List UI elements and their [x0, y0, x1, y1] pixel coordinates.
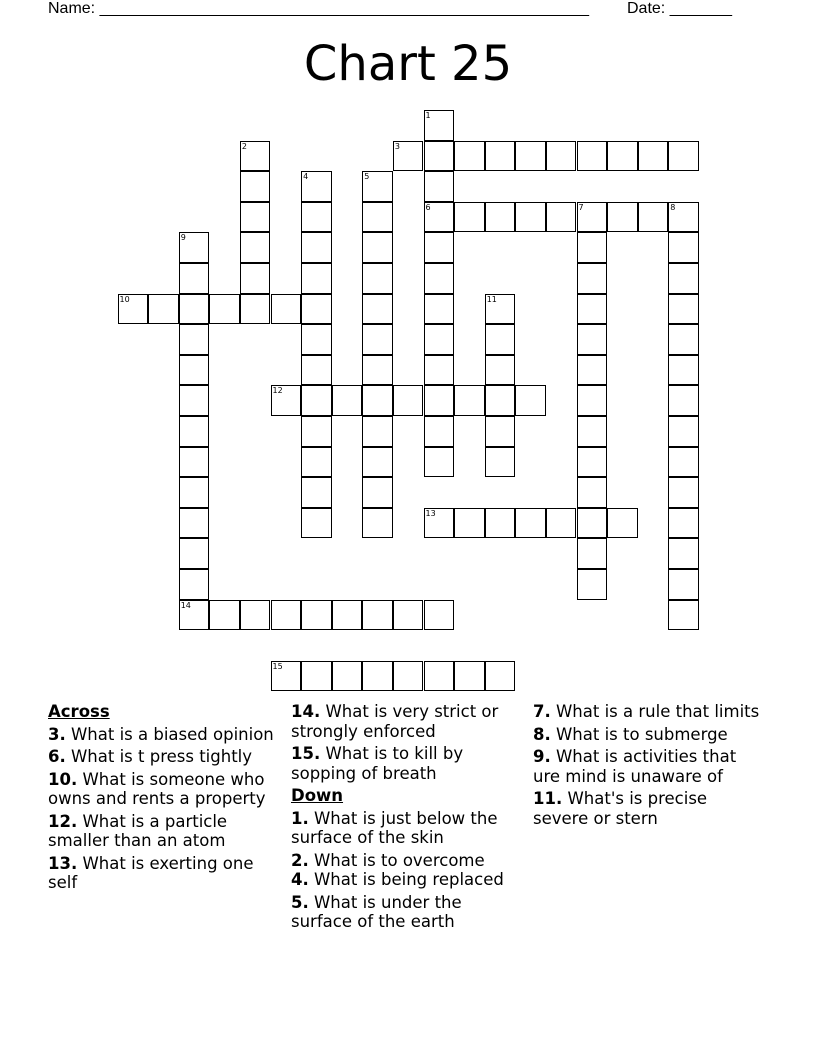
- down-clue: [291, 870, 523, 890]
- name-field-line: Name: _______________________________________________________: [48, 0, 589, 17]
- down-heading: Down: [291, 786, 344, 805]
- page-title: Chart 25: [303, 36, 513, 92]
- grid-cell[interactable]: [577, 324, 608, 355]
- clue-text: What is exerting one self: [48, 853, 254, 892]
- across-clue: [48, 812, 280, 851]
- grid-cell[interactable]: [577, 385, 608, 416]
- clue-number: 2.: [291, 850, 309, 870]
- grid-cell[interactable]: [668, 477, 699, 508]
- grid-clue-number: 7: [578, 202, 584, 212]
- grid-cell[interactable]: [332, 385, 363, 416]
- grid-cell[interactable]: [424, 294, 455, 325]
- grid-cell[interactable]: [454, 661, 485, 692]
- grid-cell[interactable]: [301, 661, 332, 692]
- grid-cell[interactable]: [240, 263, 271, 294]
- grid-cell[interactable]: [179, 385, 210, 416]
- across-heading: Across: [48, 702, 110, 721]
- clue-number: 6.: [48, 747, 66, 766]
- grid-cell[interactable]: [179, 477, 210, 508]
- grid-cell[interactable]: [362, 477, 393, 508]
- grid-clue-number: 1: [425, 111, 431, 120]
- grid-cell[interactable]: [546, 508, 577, 539]
- grid-clue-number: 15: [272, 661, 283, 671]
- grid-cell[interactable]: [668, 263, 699, 294]
- grid-cell[interactable]: [546, 202, 577, 233]
- grid-cell[interactable]: [577, 477, 608, 508]
- grid-cell[interactable]: [577, 355, 608, 386]
- across-clue: [48, 854, 280, 893]
- grid-cell[interactable]: [362, 232, 393, 263]
- clue-text: What is under the surface of the earth: [291, 892, 462, 931]
- grid-clue-number: 4: [303, 172, 309, 182]
- grid-cell[interactable]: [301, 508, 332, 539]
- grid-cell[interactable]: [485, 324, 516, 355]
- grid-cell[interactable]: [485, 355, 516, 386]
- clue-column-2: [291, 702, 523, 935]
- grid-cell[interactable]: [668, 324, 699, 355]
- grid-cell[interactable]: [485, 202, 516, 233]
- down-clue: [533, 789, 765, 828]
- grid-cell[interactable]: [515, 202, 546, 233]
- clue-text: What is being replaced: [308, 870, 504, 889]
- grid-cell[interactable]: [362, 385, 393, 416]
- grid-cell[interactable]: [179, 569, 210, 600]
- grid-cell[interactable]: [577, 416, 608, 447]
- grid-cell[interactable]: [118, 294, 149, 325]
- grid-cell[interactable]: [362, 355, 393, 386]
- grid-cell[interactable]: [485, 416, 516, 447]
- grid-cell[interactable]: [240, 600, 271, 631]
- grid-cell[interactable]: [424, 447, 455, 478]
- grid-cell[interactable]: [515, 141, 546, 172]
- grid-cell[interactable]: [607, 141, 638, 172]
- grid-cell[interactable]: [485, 385, 516, 416]
- grid-cell[interactable]: [179, 263, 210, 294]
- grid-cell[interactable]: [668, 508, 699, 539]
- grid-clue-number: 6: [425, 202, 431, 212]
- grid-cell[interactable]: [271, 600, 302, 631]
- grid-cell[interactable]: [577, 447, 608, 478]
- grid-cell[interactable]: [393, 385, 424, 416]
- grid-cell[interactable]: [424, 416, 455, 447]
- clue-number: 4.: [291, 870, 309, 889]
- grid-clue-number: 14: [180, 600, 191, 610]
- grid-clue-number: 2: [241, 141, 247, 151]
- grid-cell[interactable]: [668, 294, 699, 325]
- clue-text: What is t press tightly: [65, 747, 253, 766]
- grid-cell[interactable]: [301, 385, 332, 416]
- grid-cell[interactable]: [179, 600, 210, 631]
- grid-cell[interactable]: [393, 600, 424, 631]
- clue-number: 5.: [291, 892, 309, 912]
- grid-cell[interactable]: [424, 324, 455, 355]
- grid-cell[interactable]: [179, 508, 210, 539]
- grid-cell[interactable]: [668, 447, 699, 478]
- grid-cell[interactable]: [454, 508, 485, 539]
- clue-column-3: [533, 702, 765, 831]
- grid-cell[interactable]: [362, 171, 393, 202]
- grid-cell[interactable]: [668, 600, 699, 631]
- clue-number: 10.: [48, 769, 78, 789]
- grid-cell[interactable]: [638, 202, 669, 233]
- clue-text: What is just below the surface of the skin: [291, 808, 498, 847]
- grid-clue-number: 9: [180, 233, 186, 243]
- grid-clue-number: 13: [425, 508, 436, 518]
- grid-cell[interactable]: [179, 324, 210, 355]
- grid-cell[interactable]: [301, 355, 332, 386]
- grid-cell[interactable]: [577, 508, 608, 539]
- grid-cell[interactable]: [301, 416, 332, 447]
- clue-number: 9.: [533, 747, 551, 766]
- grid-cell[interactable]: [454, 385, 485, 416]
- grid-cell[interactable]: [179, 538, 210, 569]
- grid-clue-number: 10: [119, 294, 130, 304]
- grid-cell[interactable]: [424, 171, 455, 202]
- grid-cell[interactable]: [424, 141, 455, 172]
- grid-clue-number: 8: [670, 202, 676, 212]
- grid-cell[interactable]: [179, 232, 210, 263]
- grid-cell[interactable]: [209, 294, 240, 325]
- grid-cell[interactable]: [668, 202, 699, 233]
- grid-cell[interactable]: [485, 508, 516, 539]
- across-clue: [291, 744, 523, 783]
- clue-number: 12.: [48, 811, 78, 831]
- grid-cell[interactable]: [362, 324, 393, 355]
- grid-cell[interactable]: [209, 600, 240, 631]
- grid-cell[interactable]: [362, 416, 393, 447]
- grid-cell[interactable]: [301, 294, 332, 325]
- across-clue: [48, 770, 280, 809]
- grid-cell[interactable]: [362, 294, 393, 325]
- clue-text: What is to overcome: [308, 850, 485, 870]
- grid-cell[interactable]: [240, 141, 271, 172]
- grid-clue-number: 5: [364, 172, 370, 182]
- grid-cell[interactable]: [393, 661, 424, 692]
- grid-cell[interactable]: [271, 385, 302, 416]
- grid-cell[interactable]: [577, 538, 608, 569]
- grid-cell[interactable]: [271, 294, 302, 325]
- grid-cell[interactable]: [424, 110, 455, 141]
- down-clue: [291, 893, 523, 932]
- grid-cell[interactable]: [271, 661, 302, 692]
- grid-cell[interactable]: [546, 141, 577, 172]
- grid-cell[interactable]: [179, 355, 210, 386]
- grid-cell[interactable]: [362, 263, 393, 294]
- across-clue: [291, 702, 523, 741]
- grid-cell[interactable]: [362, 202, 393, 233]
- grid-cell[interactable]: [577, 232, 608, 263]
- grid-cell[interactable]: [362, 600, 393, 631]
- clue-text: What is someone who owns and rents a property: [48, 769, 266, 808]
- grid-cell[interactable]: [424, 385, 455, 416]
- grid-cell[interactable]: [332, 661, 363, 692]
- grid-cell[interactable]: [362, 447, 393, 478]
- grid-cell[interactable]: [240, 202, 271, 233]
- clue-text: What is a particle smaller than an atom: [48, 811, 228, 850]
- grid-cell[interactable]: [668, 355, 699, 386]
- grid-cell[interactable]: [424, 355, 455, 386]
- grid-cell[interactable]: [362, 508, 393, 539]
- grid-cell[interactable]: [577, 294, 608, 325]
- clue-number: 11.: [533, 789, 563, 808]
- grid-cell[interactable]: [301, 477, 332, 508]
- grid-cell[interactable]: [179, 447, 210, 478]
- grid-cell[interactable]: [638, 141, 669, 172]
- grid-clue-number: 12: [272, 386, 283, 396]
- grid-cell[interactable]: [577, 263, 608, 294]
- grid-clue-number: 3: [394, 141, 400, 151]
- grid-cell[interactable]: [424, 508, 455, 539]
- clue-text: What is a biased opinion: [65, 724, 274, 744]
- clue-number: 3.: [48, 724, 66, 744]
- across-clue: [48, 747, 280, 767]
- grid-cell[interactable]: [424, 661, 455, 692]
- grid-cell[interactable]: [240, 232, 271, 263]
- grid-cell[interactable]: [485, 447, 516, 478]
- grid-cell[interactable]: [454, 202, 485, 233]
- clue-number: 15.: [291, 744, 321, 763]
- clue-text: What's is precise severe or stern: [533, 789, 708, 828]
- clue-number: 14.: [291, 702, 321, 721]
- grid-cell[interactable]: [668, 416, 699, 447]
- grid-cell[interactable]: [301, 324, 332, 355]
- date-field-line: Date: _______: [627, 0, 732, 17]
- grid-cell[interactable]: [332, 600, 363, 631]
- grid-cell[interactable]: [515, 385, 546, 416]
- clue-text: What is to submerge: [550, 724, 728, 744]
- clue-column-1: [48, 702, 280, 896]
- down-clue: [291, 851, 523, 871]
- grid-cell[interactable]: [668, 385, 699, 416]
- grid-cell[interactable]: [240, 171, 271, 202]
- grid-cell[interactable]: [240, 294, 271, 325]
- grid-cell[interactable]: [301, 202, 332, 233]
- grid-cell[interactable]: [668, 141, 699, 172]
- clue-number: 7.: [533, 702, 551, 721]
- clue-text: What is very strict or strongly enforced: [291, 702, 499, 741]
- grid-cell[interactable]: [668, 538, 699, 569]
- grid-cell[interactable]: [577, 141, 608, 172]
- down-clue: [533, 747, 765, 786]
- grid-cell[interactable]: [424, 232, 455, 263]
- grid-cell[interactable]: [485, 294, 516, 325]
- grid-cell[interactable]: [485, 141, 516, 172]
- grid-clue-number: 11: [486, 294, 497, 304]
- grid-cell[interactable]: [577, 202, 608, 233]
- clue-number: 8.: [533, 724, 551, 744]
- grid-cell[interactable]: [485, 661, 516, 692]
- grid-cell[interactable]: [301, 171, 332, 202]
- grid-cell[interactable]: [668, 232, 699, 263]
- down-clue: [533, 702, 765, 722]
- down-clue: [291, 809, 523, 848]
- grid-cell[interactable]: [179, 294, 210, 325]
- grid-cell[interactable]: [301, 263, 332, 294]
- grid-cell[interactable]: [424, 263, 455, 294]
- grid-cell[interactable]: [301, 447, 332, 478]
- grid-cell[interactable]: [668, 569, 699, 600]
- grid-cell[interactable]: [577, 569, 608, 600]
- grid-cell[interactable]: [424, 600, 455, 631]
- across-clue: [48, 725, 280, 745]
- grid-cell[interactable]: [179, 416, 210, 447]
- grid-cell[interactable]: [301, 600, 332, 631]
- grid-cell[interactable]: [607, 202, 638, 233]
- clue-text: What is a rule that limits: [550, 702, 760, 721]
- grid-cell[interactable]: [515, 508, 546, 539]
- down-clue: [533, 725, 765, 745]
- clue-number: 1.: [291, 808, 309, 828]
- clue-text: What is to kill by sopping of breath: [291, 744, 464, 783]
- grid-cell[interactable]: [607, 508, 638, 539]
- grid-cell[interactable]: [148, 294, 179, 325]
- grid-cell[interactable]: [301, 232, 332, 263]
- grid-cell[interactable]: [424, 202, 455, 233]
- grid-cell[interactable]: [393, 141, 424, 172]
- grid-cell[interactable]: [362, 661, 393, 692]
- clue-number: 13.: [48, 853, 78, 873]
- clue-text: What is activities that ure mind is unaware of: [533, 747, 737, 786]
- grid-cell[interactable]: [454, 141, 485, 172]
